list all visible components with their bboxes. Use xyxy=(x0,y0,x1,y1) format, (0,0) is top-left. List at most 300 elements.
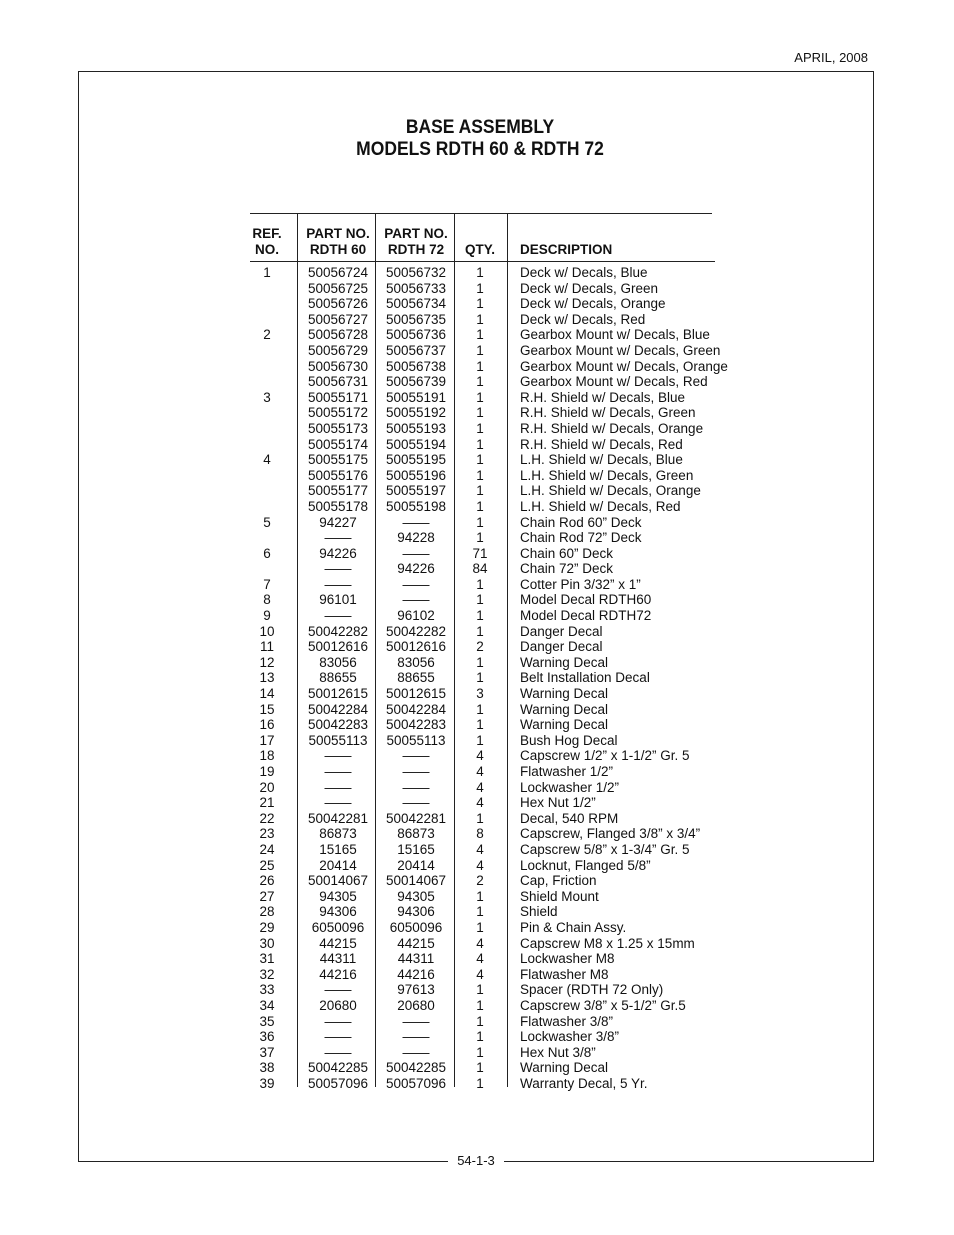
description-cell: Gearbox Mount w/ Decals, Red xyxy=(520,374,708,390)
table-row xyxy=(250,842,750,858)
qty-cell: 1 xyxy=(476,374,484,390)
ref-cell: 26 xyxy=(259,873,275,889)
qty-cell: 3 xyxy=(476,686,484,702)
ref-cell: 18 xyxy=(259,748,275,764)
part-rdth60-cell: —— xyxy=(324,1029,352,1045)
table-row xyxy=(250,327,750,343)
table-row xyxy=(250,951,750,967)
description-cell: R.H. Shield w/ Decals, Blue xyxy=(520,389,686,405)
part-rdth60-cell: 83056 xyxy=(319,654,357,670)
table-row xyxy=(250,936,750,952)
qty-cell: 1 xyxy=(476,280,484,296)
table-row xyxy=(250,686,750,702)
header-ref xyxy=(250,226,284,258)
part-rdth60-cell: —— xyxy=(324,764,352,779)
table-row xyxy=(250,546,750,562)
qty-cell: 4 xyxy=(476,841,484,857)
description-cell: Danger Decal xyxy=(520,623,603,639)
table-row xyxy=(250,811,750,827)
ref-cell: 38 xyxy=(259,1060,275,1076)
header-qty: QTY. xyxy=(464,242,495,257)
table-row xyxy=(250,889,750,905)
title-line-1: BASE ASSEMBLY xyxy=(405,117,555,138)
qty-cell: 4 xyxy=(476,764,484,779)
description-cell: Lockwasher M8 xyxy=(520,951,615,967)
description-cell: Lockwasher 1/2” xyxy=(520,779,620,795)
description-cell: Chain Rod 72” Deck xyxy=(520,530,642,546)
part-rdth60-cell: 50055174 xyxy=(307,436,369,452)
part-rdth72-cell: 94305 xyxy=(397,888,435,904)
part-rdth60-cell: —— xyxy=(324,795,352,811)
part-rdth60-cell: 50055171 xyxy=(307,389,369,405)
part-rdth60-cell: 50057096 xyxy=(307,1075,369,1091)
part-rdth72-cell: 20414 xyxy=(397,857,435,873)
ref-cell: 7 xyxy=(263,576,271,592)
table-row xyxy=(250,437,750,453)
part-rdth72-cell: —— xyxy=(402,1013,430,1029)
description-cell: Decal, 540 RPM xyxy=(520,810,619,826)
ref-cell: 30 xyxy=(259,935,275,951)
part-rdth60-cell: 50055176 xyxy=(307,467,369,483)
description-cell: Belt Installation Decal xyxy=(520,670,650,686)
part-rdth60-cell: —— xyxy=(324,576,352,592)
table-row xyxy=(250,530,750,546)
qty-cell: 1 xyxy=(476,1013,484,1029)
ref-cell: 11 xyxy=(259,639,274,655)
qty-cell: 4 xyxy=(476,857,484,873)
part-rdth72-cell: 50055113 xyxy=(386,732,446,748)
description-cell: Capscrew, Flanged 3/8” x 3/4” xyxy=(520,826,701,842)
qty-cell: 1 xyxy=(476,670,484,686)
part-rdth72-cell: 50042281 xyxy=(385,810,447,826)
table-row xyxy=(250,312,750,328)
qty-cell: 4 xyxy=(476,748,484,764)
part-rdth72-cell: —— xyxy=(402,795,430,811)
table-row xyxy=(250,639,750,655)
part-rdth72-cell: 83056 xyxy=(397,654,435,670)
description-cell: R.H. Shield w/ Decals, Red xyxy=(520,436,683,452)
description-cell: Hex Nut 1/2” xyxy=(520,795,596,811)
qty-cell: 1 xyxy=(476,654,484,670)
part-rdth60-cell: 44216 xyxy=(319,966,357,982)
ref-cell: 3 xyxy=(263,389,271,405)
table-row xyxy=(250,1045,750,1061)
page-title xyxy=(38,117,921,161)
part-rdth60-cell: 50042285 xyxy=(307,1060,369,1076)
table-top-rule xyxy=(250,213,712,214)
part-rdth72-cell: —— xyxy=(402,1029,430,1045)
part-rdth72-cell: 50056737 xyxy=(385,342,447,358)
qty-cell: 4 xyxy=(476,935,484,951)
table-row xyxy=(250,468,750,484)
description-cell: Capscrew 3/8” x 5-1/2” Gr.5 xyxy=(520,997,686,1013)
ref-cell: 37 xyxy=(259,1044,275,1060)
qty-cell: 1 xyxy=(476,265,484,280)
qty-cell: 1 xyxy=(476,576,484,592)
description-cell: L.H. Shield w/ Decals, Red xyxy=(520,498,681,514)
table-row xyxy=(250,577,750,593)
description-cell: Shield xyxy=(520,904,558,920)
description-cell: L.H. Shield w/ Decals, Orange xyxy=(520,483,701,499)
part-rdth72-cell: 15165 xyxy=(397,841,435,857)
part-rdth60-cell: 50055177 xyxy=(307,483,369,499)
part-rdth60-cell: 94227 xyxy=(319,514,357,530)
ref-cell: 34 xyxy=(259,997,275,1013)
part-rdth60-cell: 50042283 xyxy=(307,717,369,733)
table-row xyxy=(250,967,750,983)
part-rdth72-cell: 86873 xyxy=(397,826,435,842)
part-rdth60-cell: 94306 xyxy=(319,904,357,920)
header-ref-line2: NO. xyxy=(254,242,279,257)
table-row xyxy=(250,826,750,842)
description-cell: Model Decal RDTH60 xyxy=(520,592,652,608)
part-rdth60-cell: 50055172 xyxy=(307,405,369,421)
part-rdth60-cell: 50056727 xyxy=(307,311,369,327)
header-p72-line2: RDTH 72 xyxy=(387,242,445,257)
ref-cell: 23 xyxy=(259,826,275,842)
table-row xyxy=(250,265,750,281)
table-row xyxy=(250,655,750,671)
description-cell: Gearbox Mount w/ Decals, Orange xyxy=(520,358,728,374)
part-rdth60-cell: —— xyxy=(324,1044,352,1060)
table-row xyxy=(250,1014,750,1030)
description-cell: R.H. Shield w/ Decals, Green xyxy=(520,405,696,421)
part-rdth72-cell: 50055193 xyxy=(385,420,447,436)
revision-date: APRIL, 2008 xyxy=(794,50,868,65)
part-rdth72-cell: 97613 xyxy=(397,982,435,998)
table-row xyxy=(250,998,750,1014)
qty-cell: 1 xyxy=(476,342,484,358)
footer-rule-right xyxy=(504,1161,874,1162)
description-cell: Warning Decal xyxy=(520,717,609,733)
part-rdth60-cell: 50055178 xyxy=(307,498,369,514)
part-rdth60-cell: 94226 xyxy=(319,545,357,561)
table-row xyxy=(250,795,750,811)
part-rdth72-cell: —— xyxy=(402,748,430,764)
qty-cell: 8 xyxy=(476,826,484,842)
qty-cell: 2 xyxy=(476,639,484,655)
part-rdth60-cell: 50056730 xyxy=(307,358,369,374)
ref-cell: 17 xyxy=(259,732,275,748)
header-part-rdth60 xyxy=(300,226,376,258)
description-cell: L.H. Shield w/ Decals, Green xyxy=(520,467,694,483)
table-row xyxy=(250,390,750,406)
table-row xyxy=(250,982,750,998)
description-cell: Cap, Friction xyxy=(520,873,597,889)
table-row xyxy=(250,561,750,577)
ref-cell: 33 xyxy=(259,982,275,998)
table-row xyxy=(250,296,750,312)
part-rdth60-cell: 50056725 xyxy=(307,280,369,296)
qty-cell: 4 xyxy=(476,966,484,982)
part-rdth60-cell: —— xyxy=(324,1013,352,1029)
description-cell: Deck w/ Decals, Green xyxy=(520,280,659,296)
part-rdth60-cell: 94305 xyxy=(319,888,357,904)
part-rdth60-cell: 50055175 xyxy=(307,452,369,468)
qty-cell: 1 xyxy=(476,919,484,935)
header-part-rdth72 xyxy=(378,226,454,258)
description-cell: Deck w/ Decals, Blue xyxy=(520,265,648,280)
ref-cell: 36 xyxy=(259,1029,275,1045)
part-rdth60-cell: 50056724 xyxy=(307,265,369,280)
footer-rule-left xyxy=(78,1161,448,1162)
part-rdth60-cell: 44215 xyxy=(319,935,357,951)
part-rdth60-cell: 50056726 xyxy=(307,296,369,312)
qty-cell: 1 xyxy=(476,420,484,436)
part-rdth72-cell: —— xyxy=(402,1044,430,1060)
qty-cell: 1 xyxy=(476,888,484,904)
table-row xyxy=(250,421,750,437)
table-row xyxy=(250,873,750,889)
part-rdth72-cell: 94228 xyxy=(397,530,435,546)
part-rdth72-cell: 44311 xyxy=(397,951,435,967)
description-cell: Flatwasher 3/8” xyxy=(520,1013,614,1029)
ref-cell: 32 xyxy=(259,966,275,982)
part-rdth72-cell: 20680 xyxy=(397,997,435,1013)
table-row xyxy=(250,1076,750,1092)
part-rdth60-cell: 50042282 xyxy=(307,623,369,639)
qty-cell: 1 xyxy=(476,623,484,639)
qty-cell: 1 xyxy=(476,452,484,468)
qty-cell: 84 xyxy=(472,561,488,577)
qty-cell: 4 xyxy=(476,795,484,811)
qty-cell: 1 xyxy=(476,701,484,717)
qty-cell: 1 xyxy=(476,483,484,499)
part-rdth72-cell: 50055194 xyxy=(385,436,447,452)
part-rdth60-cell: 50056729 xyxy=(307,342,369,358)
description-cell: Deck w/ Decals, Orange xyxy=(520,296,666,312)
page-number: 54-1-3 xyxy=(457,1153,495,1168)
part-rdth72-cell: —— xyxy=(402,764,430,779)
part-rdth60-cell: —— xyxy=(324,982,352,998)
description-cell: Spacer (RDTH 72 Only) xyxy=(520,982,664,998)
description-cell: Cotter Pin 3/32” x 1” xyxy=(520,576,641,592)
description-cell: Gearbox Mount w/ Decals, Green xyxy=(520,342,721,358)
table-row xyxy=(250,374,750,390)
part-rdth72-cell: 50012615 xyxy=(385,686,447,702)
qty-cell: 1 xyxy=(476,608,484,624)
description-cell: Hex Nut 3/8” xyxy=(520,1044,596,1060)
table-row xyxy=(250,405,750,421)
qty-cell: 1 xyxy=(476,467,484,483)
qty-cell: 1 xyxy=(476,405,484,421)
part-rdth60-cell: 86873 xyxy=(319,826,357,842)
description-cell: Chain 72” Deck xyxy=(520,561,614,577)
description-cell: Flatwasher 1/2” xyxy=(520,764,614,779)
header-p60-line2: RDTH 60 xyxy=(309,242,367,257)
qty-cell: 1 xyxy=(476,1075,484,1091)
ref-cell: 20 xyxy=(259,779,275,795)
description-cell: Warning Decal xyxy=(520,654,609,670)
qty-cell: 1 xyxy=(476,358,484,374)
parts-list xyxy=(250,265,750,1091)
part-rdth60-cell: 50055113 xyxy=(308,732,368,748)
part-rdth72-cell: 50012616 xyxy=(385,639,447,655)
part-rdth60-cell: 50042281 xyxy=(307,810,369,826)
table-row xyxy=(250,483,750,499)
part-rdth60-cell: —— xyxy=(324,530,352,546)
ref-cell: 1 xyxy=(263,265,271,280)
description-cell: Capscrew M8 x 1.25 x 15mm xyxy=(520,935,695,951)
ref-cell: 25 xyxy=(259,857,275,873)
part-rdth72-cell: 50042283 xyxy=(385,717,447,733)
qty-cell: 1 xyxy=(476,1044,484,1060)
ref-cell: 5 xyxy=(263,514,271,530)
qty-cell: 4 xyxy=(476,779,484,795)
ref-cell: 6 xyxy=(263,545,271,561)
qty-cell: 1 xyxy=(476,311,484,327)
part-rdth72-cell: 50014067 xyxy=(385,873,447,889)
description-cell: Deck w/ Decals, Red xyxy=(520,311,646,327)
part-rdth60-cell: —— xyxy=(324,561,352,577)
ref-cell: 22 xyxy=(259,810,275,826)
ref-cell: 24 xyxy=(259,841,275,857)
table-row xyxy=(250,1060,750,1076)
ref-cell: 10 xyxy=(259,623,275,639)
ref-cell: 15 xyxy=(259,701,275,717)
part-rdth72-cell: 94306 xyxy=(397,904,435,920)
description-cell: Lockwasher 3/8” xyxy=(520,1029,620,1045)
description-cell: Model Decal RDTH72 xyxy=(520,608,652,624)
part-rdth72-cell: 50056733 xyxy=(385,280,447,296)
part-rdth72-cell: —— xyxy=(402,545,430,561)
part-rdth60-cell: 96101 xyxy=(319,592,357,608)
part-rdth60-cell: 50042284 xyxy=(307,701,369,717)
part-rdth60-cell: —— xyxy=(324,779,352,795)
table-row xyxy=(250,702,750,718)
table-row xyxy=(250,499,750,515)
qty-cell: 1 xyxy=(476,389,484,405)
part-rdth60-cell: 50056728 xyxy=(307,327,369,343)
description-cell: Warning Decal xyxy=(520,1060,609,1076)
ref-cell: 29 xyxy=(259,919,275,935)
part-rdth60-cell: 20414 xyxy=(319,857,357,873)
table-row xyxy=(250,281,750,297)
header-p60-line1: PART NO. xyxy=(306,226,370,241)
description-cell: L.H. Shield w/ Decals, Blue xyxy=(520,452,683,468)
qty-cell: 1 xyxy=(476,1060,484,1076)
ref-cell: 31 xyxy=(259,951,275,967)
part-rdth72-cell: 96102 xyxy=(397,608,435,624)
ref-cell: 4 xyxy=(263,452,271,468)
part-rdth72-cell: 50057096 xyxy=(385,1075,447,1091)
table-row xyxy=(250,624,750,640)
qty-cell: 1 xyxy=(476,296,484,312)
ref-cell: 39 xyxy=(259,1075,275,1091)
part-rdth72-cell: 50055197 xyxy=(385,483,447,499)
qty-cell: 1 xyxy=(476,717,484,733)
header-ref-line1: REF. xyxy=(252,226,282,241)
qty-cell: 2 xyxy=(476,873,484,889)
qty-cell: 1 xyxy=(476,530,484,546)
table-row xyxy=(250,858,750,874)
part-rdth72-cell: 50056739 xyxy=(385,374,447,390)
qty-cell: 1 xyxy=(476,592,484,608)
part-rdth60-cell: 50012616 xyxy=(307,639,369,655)
table-row xyxy=(250,1029,750,1045)
qty-cell: 1 xyxy=(476,904,484,920)
part-rdth72-cell: 44215 xyxy=(397,935,435,951)
part-rdth72-cell: 50055198 xyxy=(385,498,447,514)
ref-cell: 21 xyxy=(259,795,275,811)
header-p72-line1: PART NO. xyxy=(384,226,448,241)
description-cell: Shield Mount xyxy=(520,888,599,904)
description-cell: Chain Rod 60” Deck xyxy=(520,514,642,530)
part-rdth72-cell: 50042284 xyxy=(385,701,447,717)
description-cell: Flatwasher M8 xyxy=(520,966,609,982)
header-rule xyxy=(250,261,715,262)
part-rdth72-cell: 50055191 xyxy=(385,389,447,405)
part-rdth72-cell: —— xyxy=(402,514,430,530)
part-rdth60-cell: 50056731 xyxy=(307,374,369,390)
part-rdth72-cell: 50055192 xyxy=(385,405,447,421)
qty-cell: 71 xyxy=(472,545,488,561)
part-rdth72-cell: 94226 xyxy=(397,561,435,577)
part-rdth72-cell: 50056735 xyxy=(385,311,447,327)
part-rdth60-cell: —— xyxy=(324,608,352,624)
table-row xyxy=(250,748,750,764)
part-rdth72-cell: 50056736 xyxy=(385,327,447,343)
part-rdth72-cell: —— xyxy=(402,592,430,608)
part-rdth60-cell: 44311 xyxy=(319,951,357,967)
qty-cell: 1 xyxy=(476,436,484,452)
table-row xyxy=(250,343,750,359)
ref-cell: 14 xyxy=(259,686,275,702)
part-rdth72-cell: —— xyxy=(402,779,430,795)
part-rdth60-cell: 50014067 xyxy=(307,873,369,889)
description-cell: R.H. Shield w/ Decals, Orange xyxy=(520,420,704,436)
part-rdth60-cell: 15165 xyxy=(319,841,357,857)
part-rdth72-cell: 50042285 xyxy=(385,1060,447,1076)
description-cell: Danger Decal xyxy=(520,639,603,655)
part-rdth72-cell: 50056738 xyxy=(385,358,447,374)
ref-cell: 13 xyxy=(259,670,275,686)
description-cell: Warning Decal xyxy=(520,686,609,702)
ref-cell: 9 xyxy=(263,608,271,624)
ref-cell: 28 xyxy=(259,904,275,920)
description-cell: Warning Decal xyxy=(520,701,609,717)
table-row xyxy=(250,780,750,796)
table-row xyxy=(250,717,750,733)
qty-cell: 1 xyxy=(476,982,484,998)
part-rdth60-cell: 6050096 xyxy=(311,919,365,935)
ref-cell: 35 xyxy=(259,1013,275,1029)
qty-cell: 1 xyxy=(476,810,484,826)
description-cell: Chain 60” Deck xyxy=(520,545,614,561)
qty-cell: 4 xyxy=(476,951,484,967)
table-row xyxy=(250,733,750,749)
table-row xyxy=(250,608,750,624)
part-rdth60-cell: 50055173 xyxy=(307,420,369,436)
part-rdth60-cell: 88655 xyxy=(319,670,357,686)
qty-cell: 1 xyxy=(476,327,484,343)
part-rdth72-cell: 50056734 xyxy=(385,296,447,312)
part-rdth72-cell: 6050096 xyxy=(389,919,443,935)
qty-cell: 1 xyxy=(476,498,484,514)
description-cell: Capscrew 5/8” x 1-3/4” Gr. 5 xyxy=(520,841,690,857)
qty-cell: 1 xyxy=(476,514,484,530)
ref-cell: 19 xyxy=(259,764,275,779)
description-cell: Pin & Chain Assy. xyxy=(520,919,627,935)
header-description: DESCRIPTION xyxy=(520,242,613,257)
part-rdth60-cell: 20680 xyxy=(319,997,357,1013)
part-rdth60-cell: —— xyxy=(324,748,352,764)
ref-cell: 16 xyxy=(259,717,275,733)
part-rdth72-cell: —— xyxy=(402,576,430,592)
ref-cell: 27 xyxy=(259,888,275,904)
qty-cell: 1 xyxy=(476,997,484,1013)
table-row xyxy=(250,515,750,531)
